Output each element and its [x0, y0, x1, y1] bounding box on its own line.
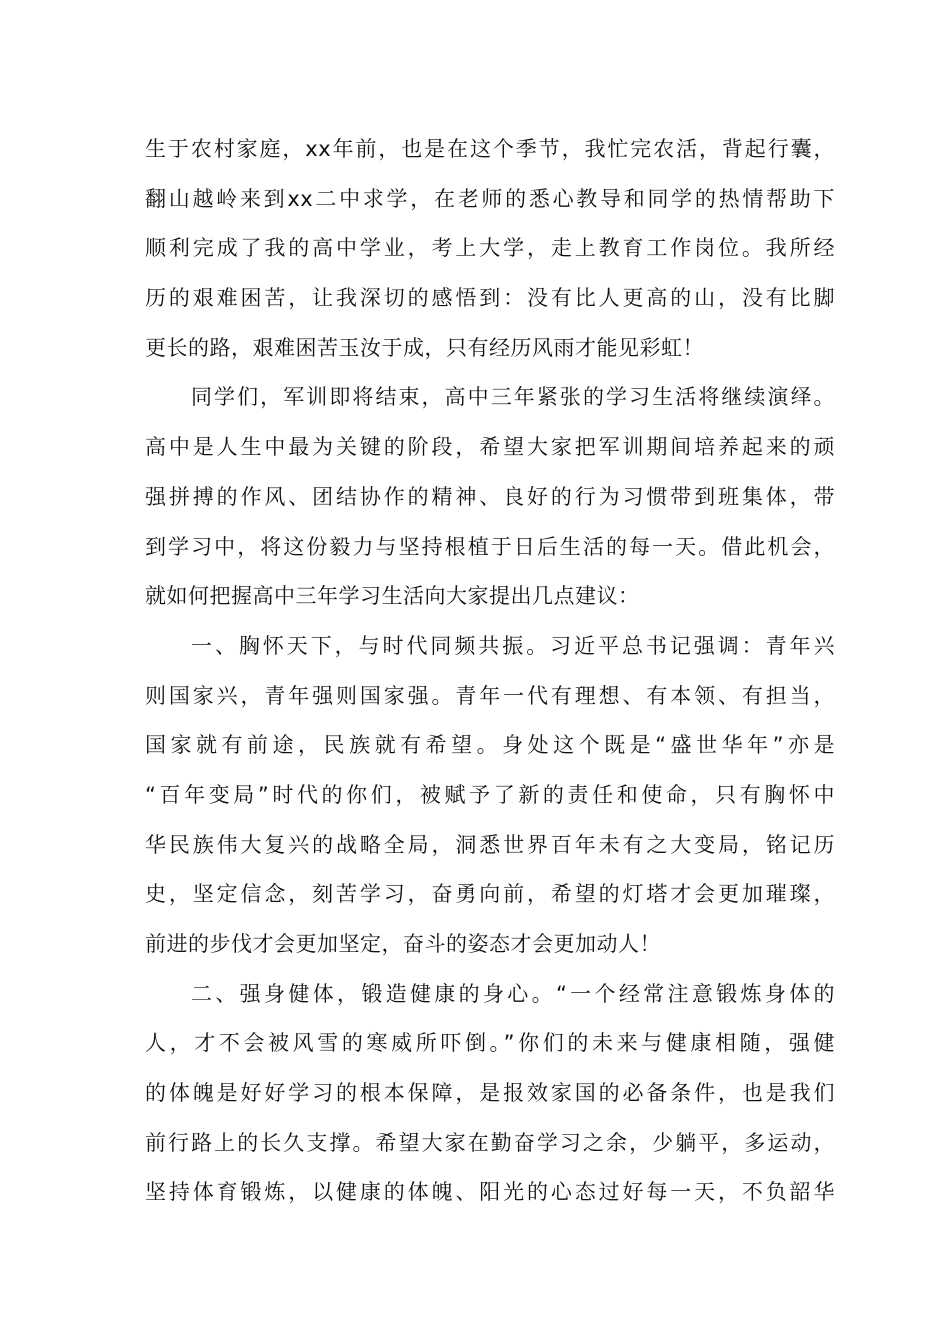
text-line: 翻山越岭来到xx二中求学，在老师的悉心教导和同学的热情帮助下 — [145, 186, 835, 211]
text-line: 就如何把握高中三年学习生活向大家提出几点建议： — [145, 584, 640, 609]
text-line: 一、胸怀天下，与时代同频共振。习近平总书记强调：青年兴 — [191, 633, 835, 658]
text-line: 高中是人生中最为关键的阶段，希望大家把军训期间培养起来的顽 — [145, 435, 835, 460]
text-line: 国家就有前途，民族就有希望。身处这个既是“盛世华年”亦是 — [145, 733, 835, 758]
text-line: 史，坚定信念，刻苦学习，奋勇向前，希望的灯塔才会更加璀璨， — [145, 882, 835, 907]
text-line: 顺利完成了我的高中学业，考上大学，走上教育工作岗位。我所经 — [145, 236, 835, 261]
text-line: “百年变局”时代的你们，被赋予了新的责任和使命，只有胸怀中 — [145, 782, 835, 807]
text-line: 的体魄是好好学习的根本保障，是报效家国的必备条件，也是我们 — [145, 1081, 835, 1106]
text-line: 生于农村家庭，xx年前，也是在这个季节，我忙完农活，背起行囊， — [145, 137, 835, 161]
text-line: 同学们，军训即将结束，高中三年紧张的学习生活将继续演绎。 — [191, 385, 835, 410]
text-line: 前行路上的长久支撑。希望大家在勤奋学习之余，少躺平，多运动， — [145, 1130, 835, 1155]
text-line: 人，才不会被风雪的寒威所吓倒。”你们的未来与健康相随，强健 — [145, 1031, 835, 1056]
text-line: 更长的路，艰难困苦玉汝于成，只有经历风雨才能见彩虹！ — [145, 335, 704, 360]
text-line: 历的艰难困苦，让我深切的感悟到：没有比人更高的山，没有比脚 — [145, 286, 835, 311]
text-line: 前进的步伐才会更加坚定，奋斗的姿态才会更加动人！ — [145, 932, 661, 956]
text-line: 到学习中，将这份毅力与坚持根植于日后生活的每一天。借此机会， — [145, 534, 835, 559]
text-line: 强拼搏的作风、团结协作的精神、良好的行为习惯带到班集体，带 — [145, 484, 835, 509]
text-line: 坚持体育锻炼，以健康的体魄、阳光的心态过好每一天，不负韶华 — [145, 1180, 835, 1205]
text-line: 则国家兴，青年强则国家强。青年一代有理想、有本领、有担当， — [145, 683, 835, 708]
text-line: 华民族伟大复兴的战略全局，洞悉世界百年未有之大变局，铭记历 — [145, 832, 835, 857]
body-text — [145, 125, 835, 1218]
text-line: 二、强身健体，锻造健康的身心。“一个经常注意锻炼身体的 — [191, 981, 835, 1006]
